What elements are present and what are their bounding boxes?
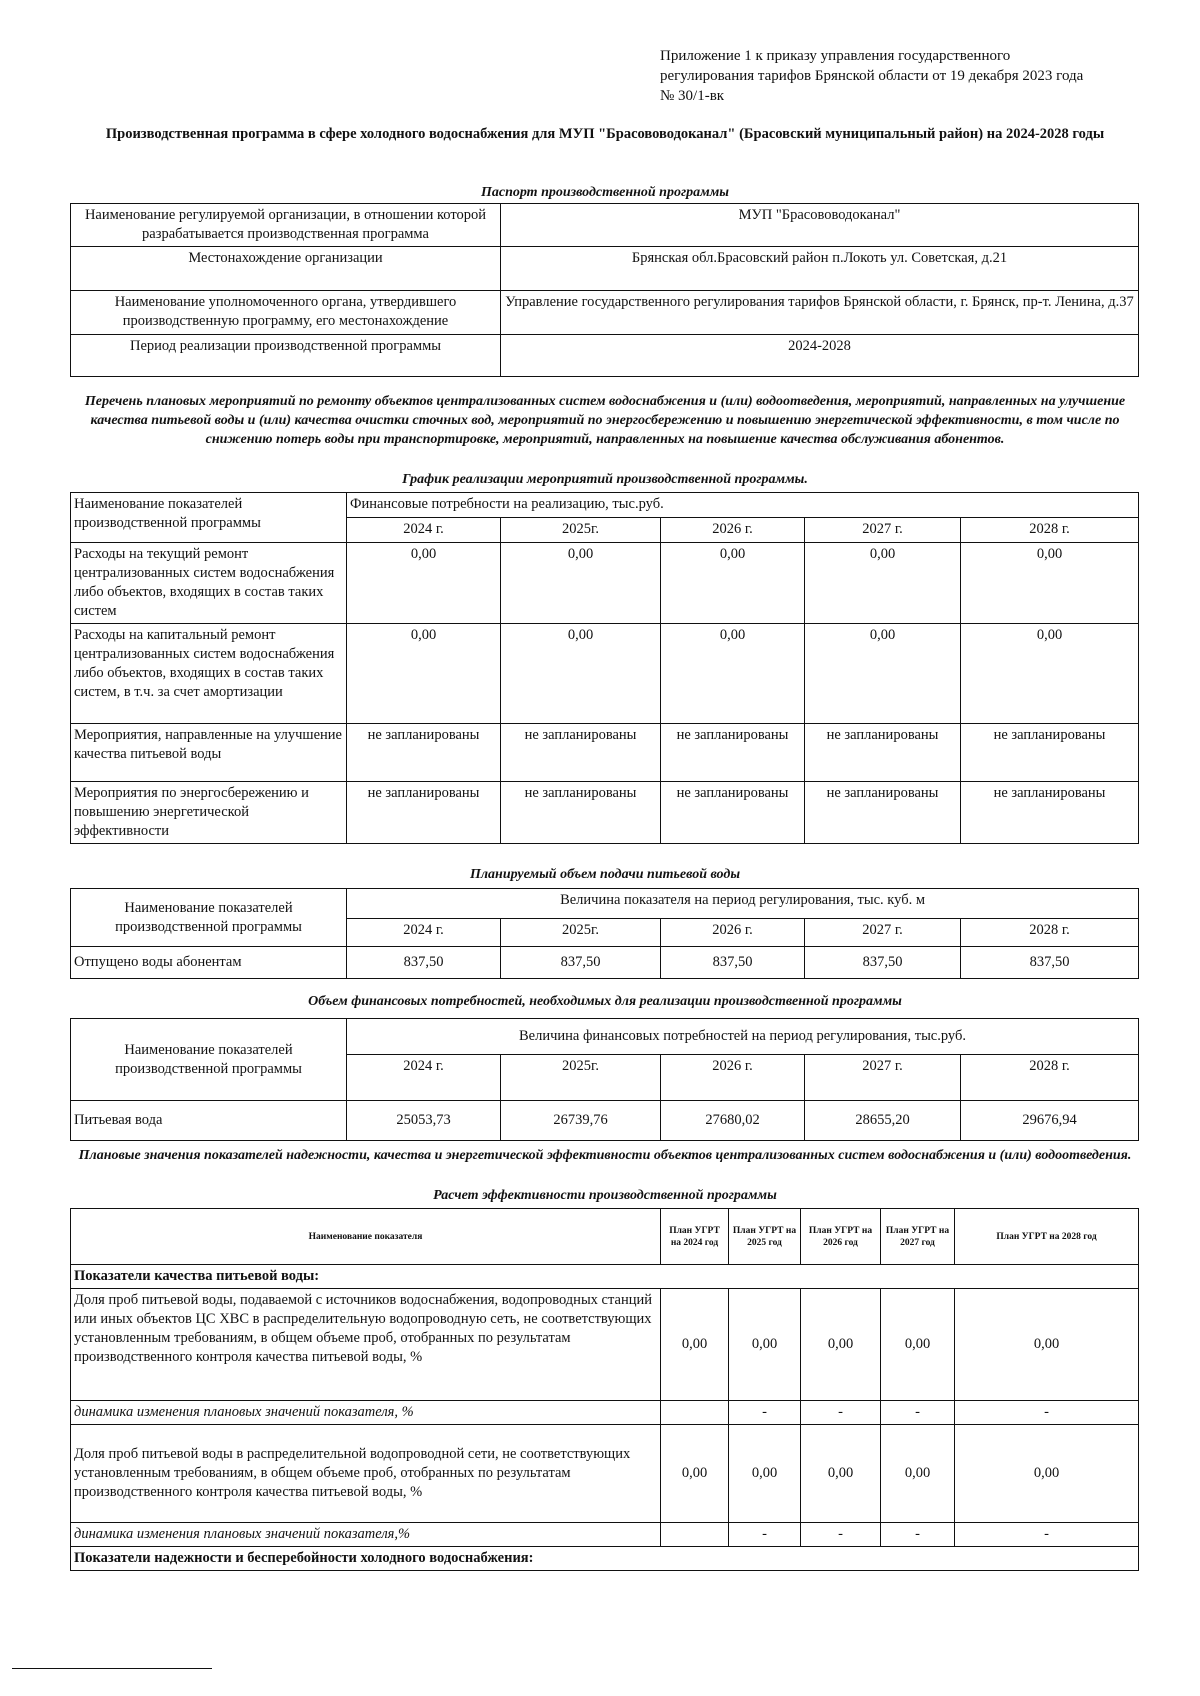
table-row bbox=[71, 1401, 1139, 1425]
cell-value: 29676,94 bbox=[961, 1101, 1139, 1141]
cell-value bbox=[661, 1523, 729, 1547]
cell-value: 0,00 bbox=[955, 1289, 1139, 1401]
section-heading: Показатели надежности и бесперебойности холодного водоснабжения: bbox=[71, 1547, 1139, 1571]
cell-value: - bbox=[881, 1401, 955, 1425]
passport-label: Местонахождение организации bbox=[71, 247, 501, 291]
passport-label: Наименование регулируемой организации, в отношении которой разрабатывается производственная программа bbox=[71, 204, 501, 247]
cell-value: 0,00 bbox=[347, 543, 501, 624]
cell-value: - bbox=[801, 1401, 881, 1425]
table-row bbox=[71, 543, 1139, 624]
section-row bbox=[71, 1265, 1139, 1289]
passport-value: 2024-2028 bbox=[501, 335, 1139, 377]
year-header: 2025г. bbox=[501, 1055, 661, 1101]
cell-value: 0,00 bbox=[501, 624, 661, 724]
cell-value: - bbox=[729, 1523, 801, 1547]
order-reference-line: Приложение 1 к приказу управления государственного bbox=[660, 48, 1011, 64]
cell-value: 0,00 bbox=[955, 1425, 1139, 1523]
plan-header: План УГРТ на 2028 год bbox=[955, 1209, 1139, 1265]
row-label: Расходы на капитальный ремонт централизованных систем водоснабжения либо объектов, входящих в состав таких систем, в т.ч. за счет амортизации bbox=[71, 624, 347, 724]
cell-value: 837,50 bbox=[501, 947, 661, 979]
year-header: 2024 г. bbox=[347, 1055, 501, 1101]
cell-value: не запланированы bbox=[805, 782, 961, 844]
efficiency-table bbox=[70, 1208, 1139, 1571]
section-heading: Показатели качества питьевой воды: bbox=[71, 1265, 1139, 1289]
schedule-table bbox=[70, 492, 1139, 844]
year-header: 2027 г. bbox=[805, 919, 961, 947]
year-header: 2027 г. bbox=[805, 518, 961, 543]
row-label: Доля проб питьевой воды в распределительной водопроводной сети, не соответствующих установленным требованиям, в общем объеме проб, отобранных по результатам производственного контроля качества питьевой воды, % bbox=[71, 1425, 661, 1523]
table-row bbox=[71, 1425, 1139, 1523]
cell-value: не запланированы bbox=[961, 724, 1139, 782]
passport-row bbox=[71, 335, 1139, 377]
dynamics-label: динамика изменения плановых значений показателя,% bbox=[71, 1523, 661, 1547]
cell-value: 0,00 bbox=[347, 624, 501, 724]
cell-value: не запланированы bbox=[347, 782, 501, 844]
passport-value: МУП "Брасововодоканал" bbox=[501, 204, 1139, 247]
cell-value: 0,00 bbox=[881, 1425, 955, 1523]
cell-value: 0,00 bbox=[729, 1289, 801, 1401]
cell-value: не запланированы bbox=[961, 782, 1139, 844]
passport-table bbox=[70, 203, 1139, 377]
finance-head-group: Величина финансовых потребностей на период регулирования, тыс.руб. bbox=[347, 1019, 1139, 1055]
row-label: Мероприятия, направленные на улучшение качества питьевой воды bbox=[71, 724, 347, 782]
efficiency-header-row bbox=[71, 1209, 1139, 1265]
year-header: 2026 г. bbox=[661, 919, 805, 947]
cell-value: 0,00 bbox=[729, 1425, 801, 1523]
finance-caption: Объем финансовых потребностей, необходимых для реализации производственной программы bbox=[308, 994, 902, 1009]
cell-value: не запланированы bbox=[661, 724, 805, 782]
cell-value: 0,00 bbox=[961, 624, 1139, 724]
cell-value: 27680,02 bbox=[661, 1101, 805, 1141]
footnote-divider bbox=[12, 1668, 212, 1669]
row-label: Доля проб питьевой воды, подаваемой с источников водоснабжения, водопроводных станций или иных объектов ЦС ХВС в распределительную водопроводную сеть, не соответствующих установленным требованиям, в общем объеме проб, отобранных по результатам производственного контроля качества питьевой воды, % bbox=[71, 1289, 661, 1401]
year-header: 2024 г. bbox=[347, 518, 501, 543]
table-row bbox=[71, 624, 1139, 724]
cell-value: - bbox=[881, 1523, 955, 1547]
row-label: Отпущено воды абонентам bbox=[71, 947, 347, 979]
passport-row bbox=[71, 291, 1139, 335]
cell-value: не запланированы bbox=[661, 782, 805, 844]
volume-head-group: Величина показателя на период регулирования, тыс. куб. м bbox=[347, 889, 1139, 919]
volume-head-label: Наименование показателей производственной программы bbox=[71, 889, 347, 947]
efficiency-caption: Расчет эффективности производственной программы bbox=[433, 1188, 777, 1203]
cell-value: 0,00 bbox=[501, 543, 661, 624]
cell-value: 0,00 bbox=[661, 1425, 729, 1523]
year-header: 2026 г. bbox=[661, 518, 805, 543]
cell-value: 26739,76 bbox=[501, 1101, 661, 1141]
cell-value: - bbox=[729, 1401, 801, 1425]
volume-header-row bbox=[71, 889, 1139, 919]
schedule-head-group: Финансовые потребности на реализацию, тыс.руб. bbox=[347, 493, 1139, 518]
dynamics-label: динамика изменения плановых значений показателя, % bbox=[71, 1401, 661, 1425]
year-header: 2027 г. bbox=[805, 1055, 961, 1101]
plan-header: План УГРТ на 2024 год bbox=[661, 1209, 729, 1265]
cell-value: 25053,73 bbox=[347, 1101, 501, 1141]
schedule-caption: График реализации мероприятий производственной программы. bbox=[402, 472, 808, 487]
passport-value: Брянская обл.Брасовский район п.Локоть ул. Советская, д.21 bbox=[501, 247, 1139, 291]
cell-value: не запланированы bbox=[501, 724, 661, 782]
finance-table bbox=[70, 1018, 1139, 1141]
order-reference-line: № 30/1-вк bbox=[660, 88, 725, 104]
table-row bbox=[71, 1523, 1139, 1547]
cell-value: не запланированы bbox=[805, 724, 961, 782]
passport-row bbox=[71, 204, 1139, 247]
volume-caption: Планируемый объем подачи питьевой воды bbox=[469, 867, 741, 882]
plan-header: План УГРТ на 2025 год bbox=[729, 1209, 801, 1265]
cell-value bbox=[661, 1401, 729, 1425]
volume-table bbox=[70, 888, 1139, 979]
year-header: 2028 г. bbox=[961, 1055, 1139, 1101]
cell-value: не запланированы bbox=[347, 724, 501, 782]
measures-caption: Перечень плановых мероприятий по ремонту объектов централизованных систем водоснабжения и (или) водоотведения, мероприятий, направленных на улучшение качества питьевой воды и (или) качества очистки сточных вод, мероприятий по энергосбережению и повышению энергетической эффективности, в том числе по снижению потерь воды при транспортировке, мероприятий, направленных на повышение качества обслуживания абонентов. bbox=[84, 394, 1126, 447]
cell-value: 837,50 bbox=[961, 947, 1139, 979]
cell-value: 0,00 bbox=[661, 624, 805, 724]
year-header: 2025г. bbox=[501, 919, 661, 947]
order-reference bbox=[660, 46, 1140, 106]
plan-header: План УГРТ на 2026 год bbox=[801, 1209, 881, 1265]
year-header: 2028 г. bbox=[961, 518, 1139, 543]
cell-value: 0,00 bbox=[661, 1289, 729, 1401]
cell-value: 837,50 bbox=[661, 947, 805, 979]
cell-value: 837,50 bbox=[347, 947, 501, 979]
cell-value: 28655,20 bbox=[805, 1101, 961, 1141]
year-header: 2028 г. bbox=[961, 919, 1139, 947]
table-row bbox=[71, 782, 1139, 844]
cell-value: 0,00 bbox=[801, 1425, 881, 1523]
efficiency-head-label: Наименование показателя bbox=[71, 1209, 661, 1265]
cell-value: 0,00 bbox=[801, 1289, 881, 1401]
table-row bbox=[71, 947, 1139, 979]
year-header: 2025г. bbox=[501, 518, 661, 543]
document-title: Производственная программа в сфере холодного водоснабжения для МУП "Брасововодоканал" (Брасовский муниципальный район) на 2024-2028 годы bbox=[105, 126, 1105, 142]
passport-caption: Паспорт производственной программы bbox=[480, 185, 730, 200]
table-row bbox=[71, 1289, 1139, 1401]
cell-value: 837,50 bbox=[805, 947, 961, 979]
schedule-header-row bbox=[71, 493, 1139, 518]
order-reference-line: регулирования тарифов Брянской области от 19 декабря 2023 года bbox=[660, 68, 1084, 84]
section-row bbox=[71, 1547, 1139, 1571]
table-row bbox=[71, 724, 1139, 782]
passport-label: Период реализации производственной программы bbox=[71, 335, 501, 377]
cell-value: - bbox=[801, 1523, 881, 1547]
finance-header-row bbox=[71, 1019, 1139, 1055]
cell-value: 0,00 bbox=[961, 543, 1139, 624]
cell-value: 0,00 bbox=[805, 624, 961, 724]
table-row bbox=[71, 1101, 1139, 1141]
cell-value: не запланированы bbox=[501, 782, 661, 844]
cell-value: - bbox=[955, 1523, 1139, 1547]
cell-value: - bbox=[955, 1401, 1139, 1425]
year-header: 2026 г. bbox=[661, 1055, 805, 1101]
row-label: Питьевая вода bbox=[71, 1101, 347, 1141]
cell-value: 0,00 bbox=[881, 1289, 955, 1401]
finance-head-label: Наименование показателей производственной программы bbox=[71, 1019, 347, 1101]
cell-value: 0,00 bbox=[805, 543, 961, 624]
schedule-head-label: Наименование показателей производственной программы bbox=[71, 493, 347, 543]
plan-header: План УГРТ на 2027 год bbox=[881, 1209, 955, 1265]
year-header: 2024 г. bbox=[347, 919, 501, 947]
passport-value: Управление государственного регулирования тарифов Брянской области, г. Брянск, пр-т. Ленина, д.37 bbox=[501, 291, 1139, 335]
passport-label: Наименование уполномоченного органа, утвердившего производственную программу, его местонахождение bbox=[71, 291, 501, 335]
row-label: Мероприятия по энергосбережению и повышению энергетической эффективности bbox=[71, 782, 347, 844]
passport-row bbox=[71, 247, 1139, 291]
row-label: Расходы на текущий ремонт централизованных систем водоснабжения либо объектов, входящих в состав таких систем bbox=[71, 543, 347, 624]
cell-value: 0,00 bbox=[661, 543, 805, 624]
indicators-caption: Плановые значения показателей надежности, качества и энергетической эффективности объектов централизованных систем водоснабжения и (или) водоотведения. bbox=[78, 1148, 1132, 1163]
